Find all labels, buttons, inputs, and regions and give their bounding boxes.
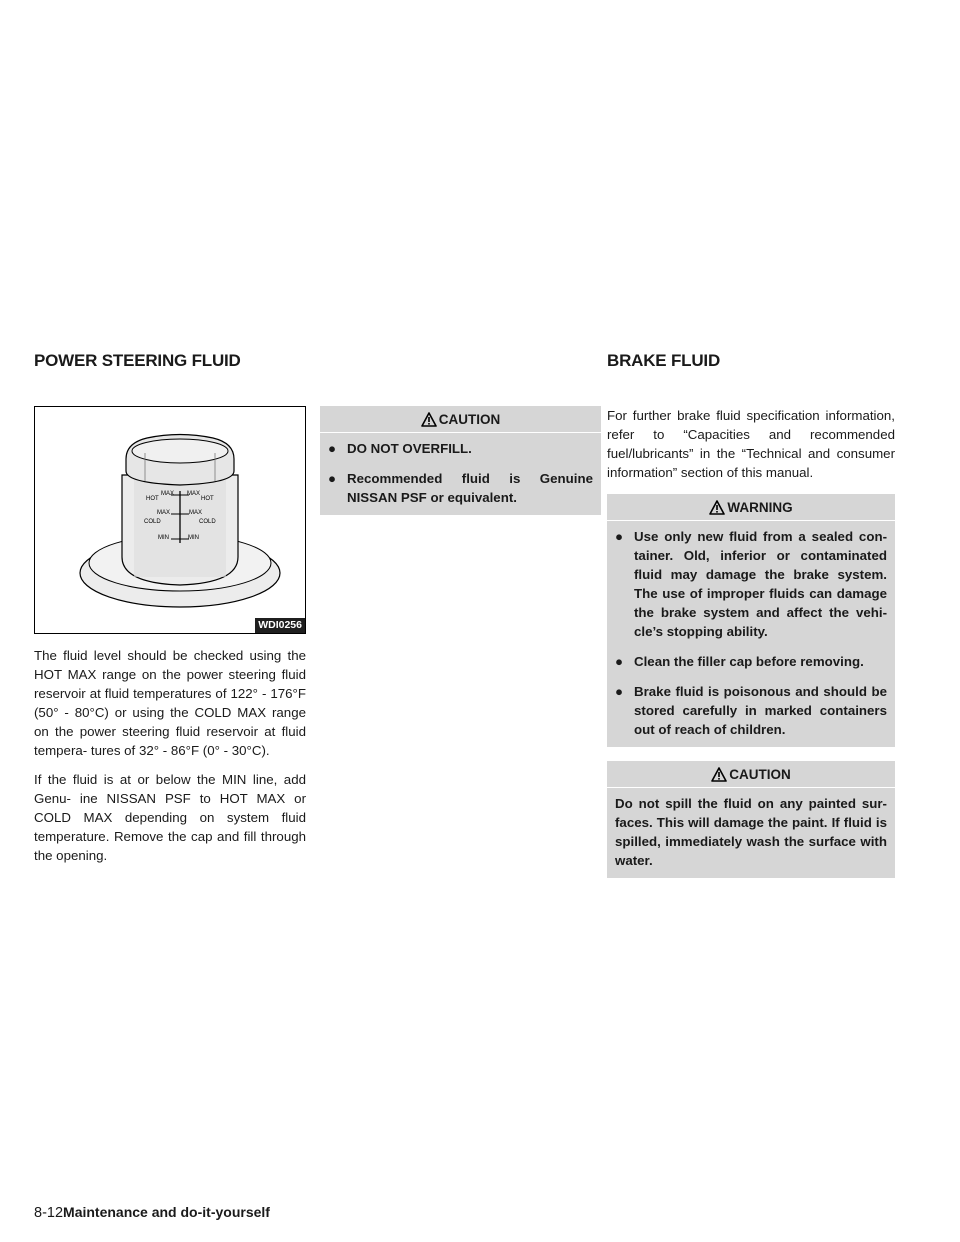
warning-triangle-icon [711,767,727,782]
warning-item: ● Use only new fluid from a sealed con- tainer. Old, inferior or contaminated fluid may damage the brake system. The use of improper fluids can damage the brake system and affect the vehi- cle’s stopping ability. [615,529,887,639]
caution-item: ● DO NOT OVERFILL. [328,441,472,456]
caution-box-power-steering [320,406,601,515]
page-footer [34,1204,270,1221]
warning-box-brake-fluid [607,494,895,747]
left-column [34,406,306,875]
paragraph-fluid-level: The fluid level should be checked using the HOT MAX range on the power steering fluid reservoir at fluid temperatures of 122° - 176°F (50° - 80°C) or using the COLD MAX range on the power steering fluid reservoir at fluid tempera- tures of 32° - 86°F (0° - 30°C). [34,648,306,758]
label-hot-right: HOT [201,496,214,502]
right-column [607,406,895,878]
warning-triangle-icon [709,500,725,515]
warning-triangle-icon [421,412,437,427]
paragraph-add-fluid: If the fluid is at or below the MIN line, add Genu- ine NISSAN PSF to HOT MAX or COLD MAX depending on system fluid temperature. Remove the cap and fill through the opening. [34,772,306,863]
caution-text: Do not spill the fluid on any painted sur- faces. This will damage the paint. If fluid is spilled, immediately wash the surface with water. [615,796,887,868]
label-min-left: MIN [158,535,169,541]
reservoir-figure [34,406,306,634]
label-cold-right: COLD [199,519,216,525]
page-number: 8-12 [34,1205,64,1221]
figure-id-label: WDI0256 [255,618,305,633]
caution-title: CAUTION [320,406,601,433]
paragraph-brake-fluid-intro: For further brake fluid specification information, refer to “Capacities and recommended fuel/lubricants” in the “Technical and consumer information” section of this manual. [607,408,895,480]
caution-item: ● Recommended fluid is Genuine NISSAN PSF or equivalent. [328,471,593,505]
label-max-top-right: MAX [187,491,201,497]
section-heading-power-steering: POWER STEERING FLUID [34,351,241,370]
warning-title: WARNING [607,494,895,521]
middle-column [320,406,601,515]
caution-title: CAUTION [607,761,895,788]
label-cold-left: COLD [144,519,161,525]
label-max-mid-left: MAX [157,510,171,516]
footer-section-title: Maintenance and do-it-yourself [63,1204,270,1220]
reservoir-illustration [35,407,305,633]
section-heading-brake-fluid: BRAKE FLUID [607,351,721,370]
warning-item: ● Clean the filler cap before removing. [615,654,864,669]
warning-item: ● Brake fluid is poisonous and should be stored carefully in marked containers out of reach of children. [615,684,887,737]
label-hot-left: HOT [146,496,159,502]
label-min-right: MIN [188,535,199,541]
label-max-top-left: MAX [161,491,175,497]
label-max-mid-right: MAX [189,510,203,516]
caution-box-brake-fluid [607,761,895,878]
